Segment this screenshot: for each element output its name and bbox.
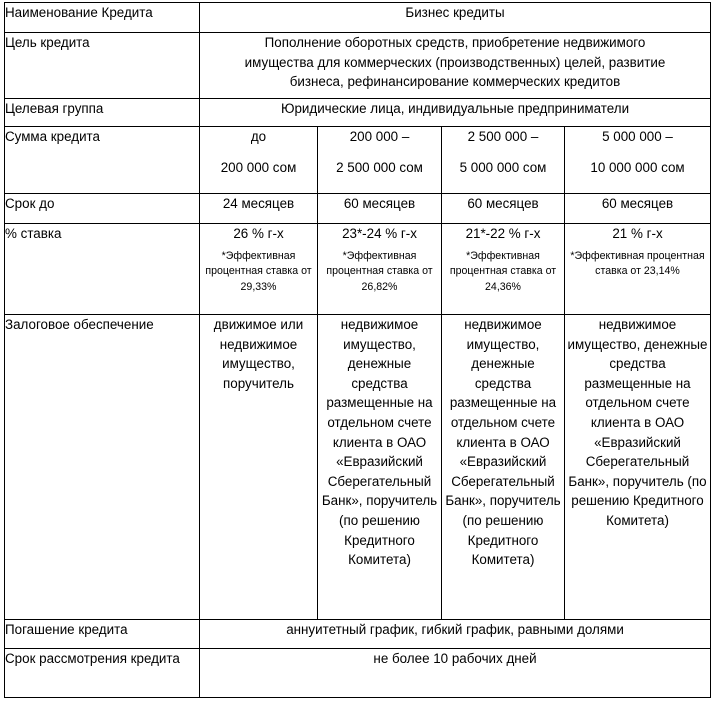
rate-tier-1-effective: *Эффективная процентная ставка от 29,33% (205, 249, 312, 294)
collateral-tier-3: недвижимое имущество, денежные средства размещенные на отдельном счете клиента в ОАО «Евразийский Сберегательный Банк», поручитель (по решению Кредитного Комитета) (442, 315, 565, 620)
target-group-value: Юридические лица, индивидуальные предприниматели (200, 99, 711, 127)
table-row (5, 3, 711, 33)
table-row (5, 224, 711, 315)
amount-tier-2-to: 2 500 000 сом (336, 159, 423, 175)
row-label-loan-name: Наименование Кредита (5, 3, 200, 33)
table-row (5, 127, 711, 194)
amount-tier-4 (565, 127, 711, 194)
rate-tier-2-value: 23*-24 % г-х (342, 226, 417, 241)
table-row (5, 99, 711, 127)
amount-tier-2 (318, 127, 442, 194)
amount-tier-3-to: 5 000 000 сом (459, 159, 547, 175)
amount-tier-3-from: 2 500 000 – (467, 129, 539, 144)
amount-tier-1 (200, 127, 318, 194)
term-tier-1: 24 месяцев (200, 194, 318, 224)
table-row (5, 194, 711, 224)
row-label-term: Срок до (5, 194, 200, 224)
row-label-review-term: Срок рассмотрения кредита (5, 649, 200, 698)
rate-tier-1-value: 26 % г-х (233, 226, 284, 241)
table-row (5, 649, 711, 698)
repayment-value: аннуитетный график, гибкий график, равными долями (200, 620, 711, 649)
table-row (5, 315, 711, 620)
table-row (5, 33, 711, 99)
amount-tier-1-to: 200 000 сом (220, 159, 297, 175)
collateral-tier-2: недвижимое имущество, денежные средства размещенные на отдельном счете клиента в ОАО «Евразийский Сберегательный Банк», поручитель (по решению Кредитного Комитета) (318, 315, 442, 620)
amount-tier-2-from: 200 000 – (349, 129, 410, 144)
amount-tier-3 (442, 127, 565, 194)
rate-tier-4-effective: *Эффективная процентная ставка от 23,14% (570, 249, 705, 278)
amount-tier-4-from: 5 000 000 – (602, 129, 673, 144)
rate-tier-4-value: 21 % г-х (612, 226, 663, 241)
row-label-collateral: Залоговое обеспечение (5, 315, 200, 620)
rate-tier-3-value: 21*-22 % г-х (465, 226, 541, 241)
business-loans-table (4, 2, 711, 698)
amount-tier-4-to: 10 000 000 сом (590, 159, 685, 175)
table-row (5, 620, 711, 649)
row-label-rate: % ставка (5, 224, 200, 315)
collateral-tier-1: движимое или недвижимое имущество, поручитель (200, 315, 318, 620)
rate-tier-3 (442, 224, 565, 315)
row-label-amount: Сумма кредита (5, 127, 200, 194)
loan-name-value: Бизнес кредиты (200, 3, 711, 33)
row-label-repayment: Погашение кредита (5, 620, 200, 649)
rate-tier-4 (565, 224, 711, 315)
term-tier-4: 60 месяцев (565, 194, 711, 224)
row-label-target-group: Целевая группа (5, 99, 200, 127)
rate-tier-2-effective: *Эффективная процентная ставка от 26,82% (326, 249, 433, 294)
amount-tier-1-from: до (250, 129, 267, 144)
rate-tier-3-effective: *Эффективная процентная ставка от 24,36% (449, 249, 557, 294)
rate-tier-2 (318, 224, 442, 315)
term-tier-2: 60 месяцев (318, 194, 442, 224)
review-term-value: не более 10 рабочих дней (200, 649, 711, 698)
collateral-tier-4: недвижимое имущество, денежные средства размещенные на отдельном счете клиента в ОАО «Евразийский Сберегательный Банк», поручитель (по решению Кредитного Комитета) (565, 315, 711, 620)
row-label-purpose: Цель кредита (5, 33, 200, 99)
term-tier-3: 60 месяцев (442, 194, 565, 224)
purpose-value: Пополнение оборотных средств, приобретение недвижимого имущества для коммерческих (производственных) целей, развитие бизнеса, рефинансирование коммерческих кредитов (200, 33, 711, 99)
rate-tier-1 (200, 224, 318, 315)
